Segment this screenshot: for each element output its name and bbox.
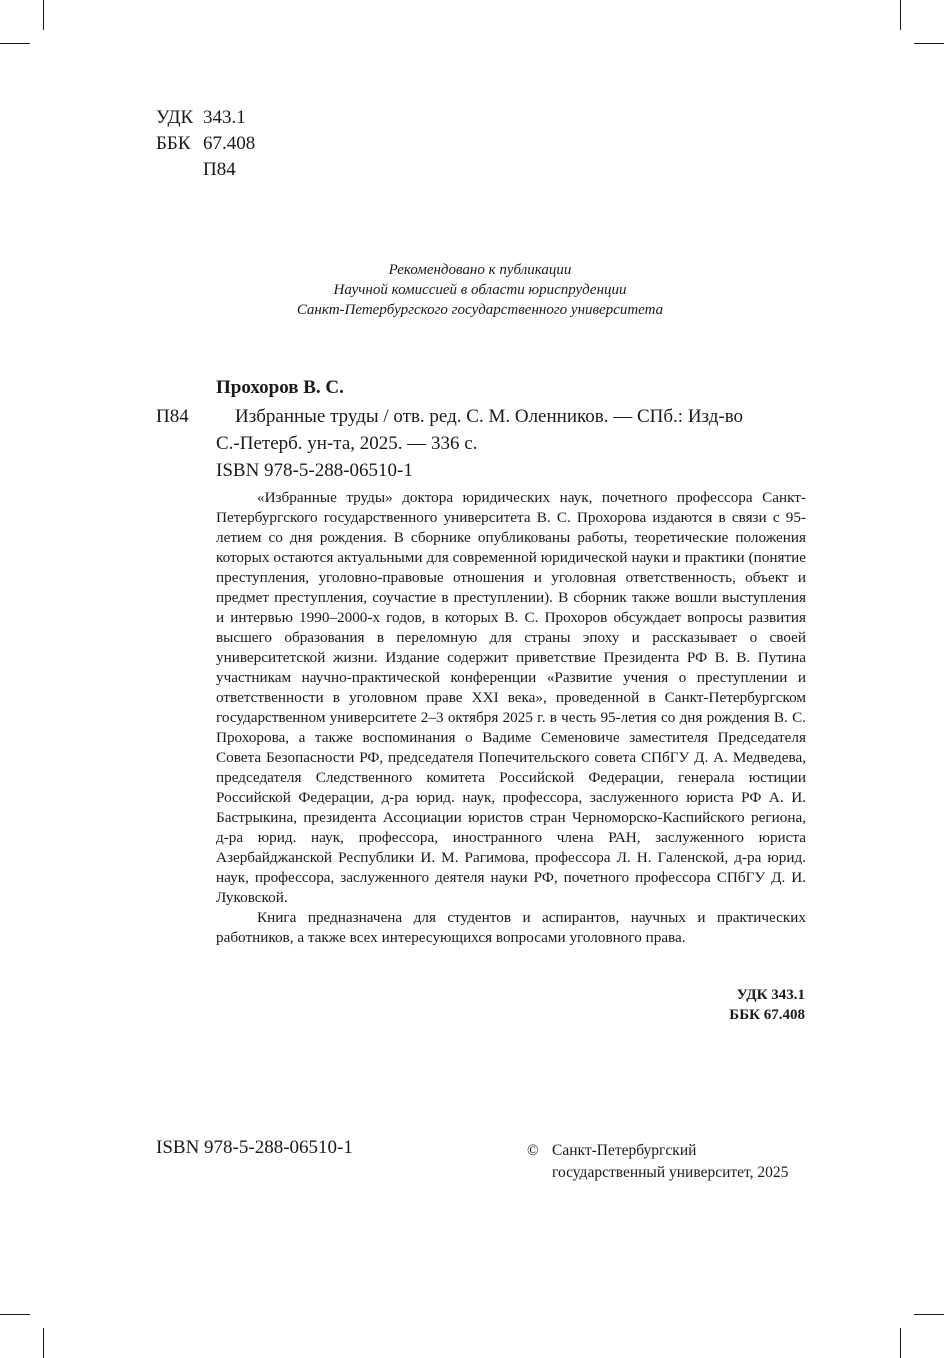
udk-block — [156, 105, 255, 183]
crop-mark — [900, 0, 901, 30]
bibliographic-record — [216, 403, 806, 484]
copyright-holder: Санкт-Петербургский — [552, 1142, 697, 1159]
crop-mark — [914, 43, 944, 44]
recommendation-line: Санкт-Петербургского государственного университета — [296, 302, 664, 318]
publisher-line: С.-Петерб. ун-та, 2025. — 336 с. — [216, 433, 478, 454]
recommendation-note — [220, 260, 740, 320]
udk-code: УДК 343.1 — [736, 987, 805, 1003]
abstract — [216, 488, 806, 948]
crop-mark — [900, 1328, 901, 1358]
bbk-code: ББК 67.408 — [729, 1007, 805, 1023]
title-line: Избранные труды / отв. ред. С. М. Оленников. — СПб.: Изд-во — [235, 406, 744, 427]
bbk-value: 67.408 — [203, 133, 256, 154]
classification-codes — [600, 985, 805, 1025]
author-mark: П84 — [203, 159, 236, 180]
bbk-label: ББК — [156, 133, 191, 154]
udk-label: УДК — [156, 107, 194, 128]
copyright-notice — [527, 1140, 788, 1184]
abstract-paragraph: Книга предназначена для студентов и аспирантов, научных и практических работников, а также всех интересующихся вопросами уголовного права. — [216, 909, 806, 946]
footer-isbn: ISBN 978-5-288-06510-1 — [156, 1137, 353, 1158]
copyright-symbol: © — [527, 1142, 539, 1159]
recommendation-line: Рекомендовано к публикации — [388, 262, 572, 278]
crop-mark — [43, 0, 44, 30]
abstract-paragraph: «Избранные труды» доктора юридических наук, почетного профессора Санкт-Петербургского государственного университета В. С. Прохорова издаются в связи с 95-летием со дня рождения. В сборнике опубликованы работы, теоретические положения которых остаются актуальными для современной юридической науки и практики (понятие преступления, уголовно-правовые отношения и уголовная ответственность, объект и предмет преступления, соучастие в преступлении). В сборник также вошли выступления и интервью 1990–2000-х годов, в которых В. С. Прохоров обсуждает вопросы развития высшего образования в переломную для страны эпоху и рассказывает о своей университетской жизни. Издание содержит приветствие Президента РФ В. В. Путина участникам научно-практической конференции «Развитие учения о преступлении и ответственности в уголовном праве XXI века», проведенной в Санкт-Петербургском государственном университете 2–3 октября 2025 г. в честь 95-летия со дня рождения В. С. Прохорова, а также воспоминания о Вадиме Семеновиче заместителя Председателя Совета Безопасности РФ, председателя Попечительского совета СПбГУ Д. А. Медведева, председателя Следственного комитета Российской Федерации, генерала юстиции Российской Федерации, д-ра юрид. наук, профессора, заслуженного юриста РФ А. И. Бастрыкина, президента Ассоциации юристов стран Черноморско-Каспийского региона, д-ра юрид. наук, профессора, иностранного члена РАН, заслуженного юриста Азербайджанской Республики И. М. Рагимова, профессора Л. Н. Галенской, д-ра юрид. наук, профессора, заслуженного деятеля науки РФ, почетного профессора СПбГУ Д. И. Луковской. — [216, 489, 806, 906]
udk-value: 343.1 — [203, 107, 246, 128]
author-mark-left: П84 — [156, 406, 189, 427]
isbn-line: ISBN 978-5-288-06510-1 — [216, 460, 413, 481]
crop-mark — [0, 43, 30, 44]
book-author: Прохоров В. С. — [216, 377, 344, 398]
recommendation-line: Научной комиссией в области юриспруденции — [333, 282, 627, 298]
crop-mark — [0, 1314, 30, 1315]
crop-mark — [914, 1314, 944, 1315]
copyright-holder-cont: государственный университет, 2025 — [552, 1164, 789, 1181]
crop-mark — [43, 1328, 44, 1358]
